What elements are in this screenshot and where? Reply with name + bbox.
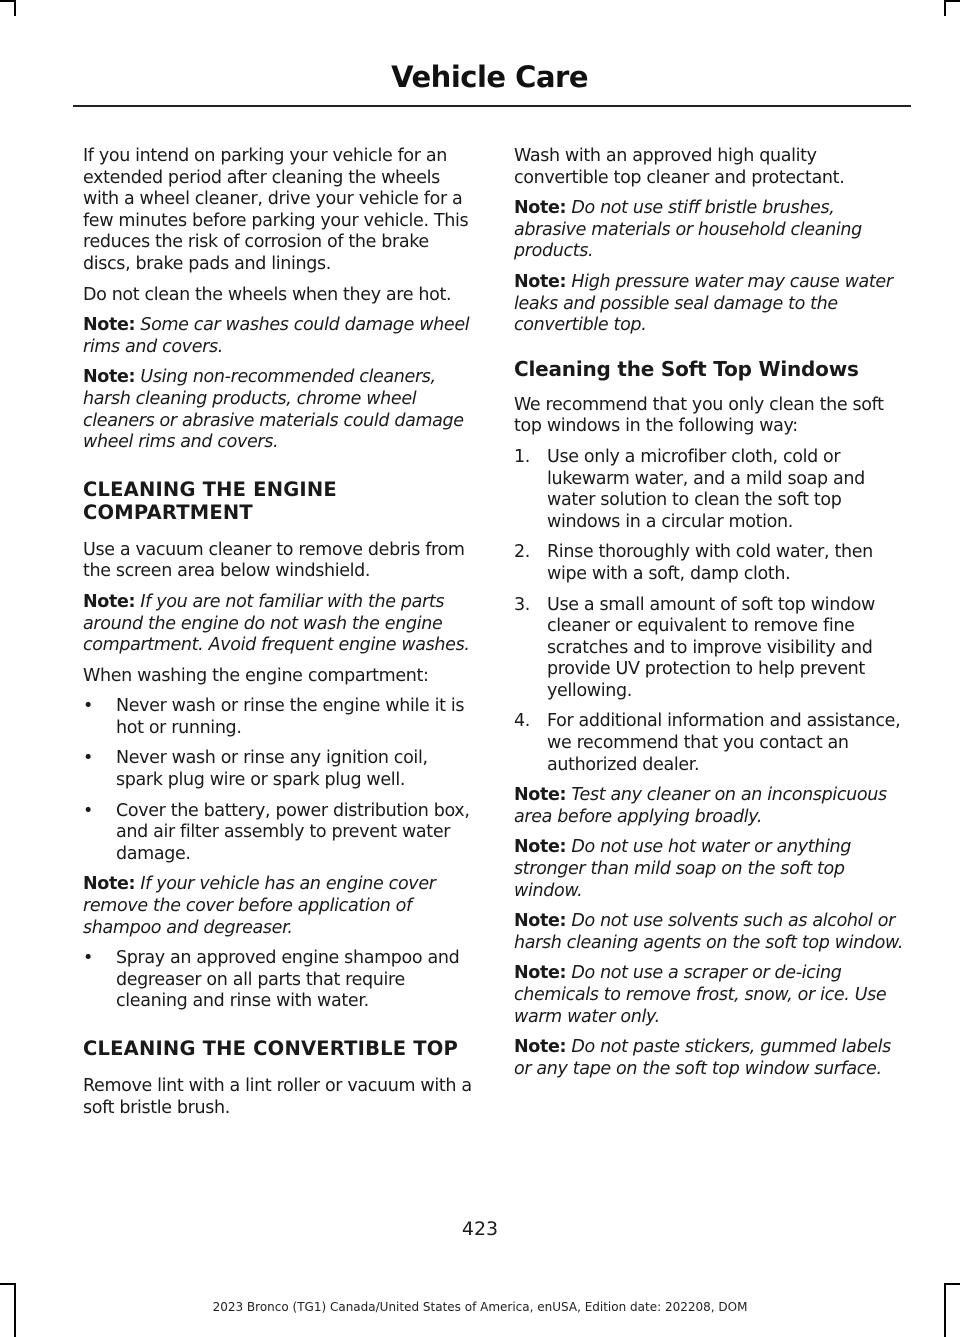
list-item-text: Use a small amount of soft top window cleaner or equivalent to remove fine scratches and to improve visibility and provide UV protection to help prevent yellowing. bbox=[547, 594, 876, 701]
crop-mark bbox=[944, 1283, 960, 1285]
convertible-wash-paragraph: Wash with an approved high quality convertible top cleaner and protectant. bbox=[514, 146, 845, 188]
engine-cover-note bbox=[83, 874, 477, 939]
note-label: Note: bbox=[514, 785, 567, 806]
right-column bbox=[514, 146, 908, 1089]
note-text: Some car washes could damage wheel rims and covers. bbox=[83, 315, 470, 357]
bullet-marker: • bbox=[83, 948, 93, 969]
note-text: If your vehicle has an engine cover remove the cover before application of shampoo and degreaser. bbox=[83, 874, 436, 938]
stickers-note bbox=[514, 1037, 908, 1080]
edition-footer: 2023 Bronco (TG1) Canada/United States of America, enUSA, Edition date: 202208, DOM bbox=[212, 1300, 748, 1314]
note-label: Note: bbox=[83, 591, 136, 612]
hot-water-note bbox=[514, 837, 908, 902]
crop-mark bbox=[944, 0, 946, 16]
step-number: 2. bbox=[514, 542, 530, 563]
step-number: 1. bbox=[514, 446, 530, 467]
bullet-marker: • bbox=[83, 800, 93, 821]
list-item-text: For additional information and assistance, we recommend that you contact an authorized dealer. bbox=[547, 711, 901, 775]
crop-mark bbox=[14, 0, 16, 16]
list-item-text: Use only a microfiber cloth, cold or lukewarm water, and a mild soap and water solution to clean the soft top windows in a circular motion. bbox=[547, 446, 865, 532]
engine-parts-note bbox=[83, 592, 477, 657]
lint-paragraph: Remove lint with a lint roller or vacuum with a soft bristle brush. bbox=[83, 1076, 472, 1118]
list-item bbox=[83, 696, 477, 739]
list-item bbox=[514, 542, 908, 585]
note-text: Do not use stiff bristle brushes, abrasive materials or household cleaning products. bbox=[514, 198, 862, 262]
cleaning-steps-list bbox=[514, 447, 908, 776]
list-item-text: Spray an approved engine shampoo and degreaser on all parts that require cleaning and rinse with water. bbox=[116, 948, 460, 1012]
note-text: If you are not familiar with the parts around the engine do not wash the engine compartment. Avoid frequent engine washes. bbox=[83, 591, 470, 656]
list-item-text: Cover the battery, power distribution box, and air filter assembly to prevent water damage. bbox=[116, 800, 470, 864]
list-item bbox=[514, 711, 908, 776]
pressure-water-note bbox=[514, 272, 908, 337]
list-item bbox=[83, 748, 477, 791]
spray-list bbox=[83, 948, 477, 1013]
bullet-marker: • bbox=[83, 696, 93, 717]
note-text: Test any cleaner on an inconspicuous area before applying broadly. bbox=[514, 785, 887, 827]
note-label: Note: bbox=[83, 367, 136, 388]
scraper-note bbox=[514, 963, 908, 1028]
note-label: Note: bbox=[514, 198, 567, 219]
note-label: Note: bbox=[514, 911, 567, 932]
engine-section-heading: CLEANING THE ENGINE COMPARTMENT bbox=[83, 477, 337, 524]
note-text: Do not use hot water or anything stronger than mild soap on the soft top window. bbox=[514, 837, 851, 901]
note-label: Note: bbox=[514, 837, 567, 858]
list-item bbox=[83, 948, 477, 1013]
car-wash-note bbox=[83, 315, 477, 358]
list-item-text: Rinse thoroughly with cold water, then wipe with a soft, damp cloth. bbox=[547, 542, 873, 584]
page-number: 423 bbox=[461, 1218, 499, 1240]
test-cleaner-note bbox=[514, 785, 908, 828]
wheel-parking-paragraph: If you intend on parking your vehicle for an extended period after cleaning the wheels with a wheel cleaner, drive your vehicle for a few minutes before parking your vehicle. This reduces the risk of corrosion of the brake discs, brake pads and linings. bbox=[83, 146, 469, 274]
note-text: High pressure water may cause water leaks and possible seal damage to the convertible top. bbox=[514, 271, 893, 336]
list-item-text: Never wash or rinse any ignition coil, spark plug wire or spark plug well. bbox=[116, 748, 428, 791]
vacuum-paragraph: Use a vacuum cleaner to remove debris from the screen area below windshield. bbox=[83, 539, 465, 582]
washing-intro-paragraph: When washing the engine compartment: bbox=[83, 665, 429, 686]
list-item bbox=[514, 447, 908, 533]
list-item bbox=[514, 595, 908, 703]
note-text: Do not paste stickers, gummed labels or any tape on the soft top window surface. bbox=[514, 1037, 891, 1079]
crop-mark bbox=[944, 0, 960, 2]
solvents-note bbox=[514, 911, 908, 954]
note-label: Note: bbox=[514, 1037, 567, 1058]
note-label: Note: bbox=[83, 874, 136, 895]
left-column bbox=[83, 146, 477, 1128]
hot-wheels-paragraph: Do not clean the wheels when they are hot. bbox=[83, 284, 452, 305]
convertible-section-heading: CLEANING THE CONVERTIBLE TOP bbox=[83, 1037, 459, 1060]
header-divider bbox=[73, 105, 911, 107]
bullet-marker: • bbox=[83, 748, 93, 769]
step-number: 3. bbox=[514, 594, 530, 615]
page-title: Vehicle Care bbox=[391, 60, 588, 94]
list-item bbox=[83, 801, 477, 866]
note-label: Note: bbox=[83, 315, 136, 336]
bristle-note bbox=[514, 198, 908, 263]
note-label: Note: bbox=[514, 271, 567, 292]
step-number: 4. bbox=[514, 711, 530, 732]
note-text: Do not use a scraper or de-icing chemicals to remove frost, snow, or ice. Use warm water only. bbox=[514, 963, 887, 1027]
engine-wash-list bbox=[83, 696, 477, 865]
list-item-text: Never wash or rinse the engine while it is hot or running. bbox=[116, 696, 465, 738]
note-text: Do not use solvents such as alcohol or harsh cleaning agents on the soft top window. bbox=[514, 911, 904, 953]
soft-top-windows-heading: Cleaning the Soft Top Windows bbox=[514, 356, 859, 381]
note-text: Using non-recommended cleaners, harsh cleaning products, chrome wheel cleaners or abrasive materials could damage wheel rims and covers. bbox=[83, 367, 464, 453]
windows-intro-paragraph: We recommend that you only clean the soft top windows in the following way: bbox=[514, 394, 884, 437]
cleaners-note bbox=[83, 367, 477, 453]
note-label: Note: bbox=[514, 963, 567, 984]
